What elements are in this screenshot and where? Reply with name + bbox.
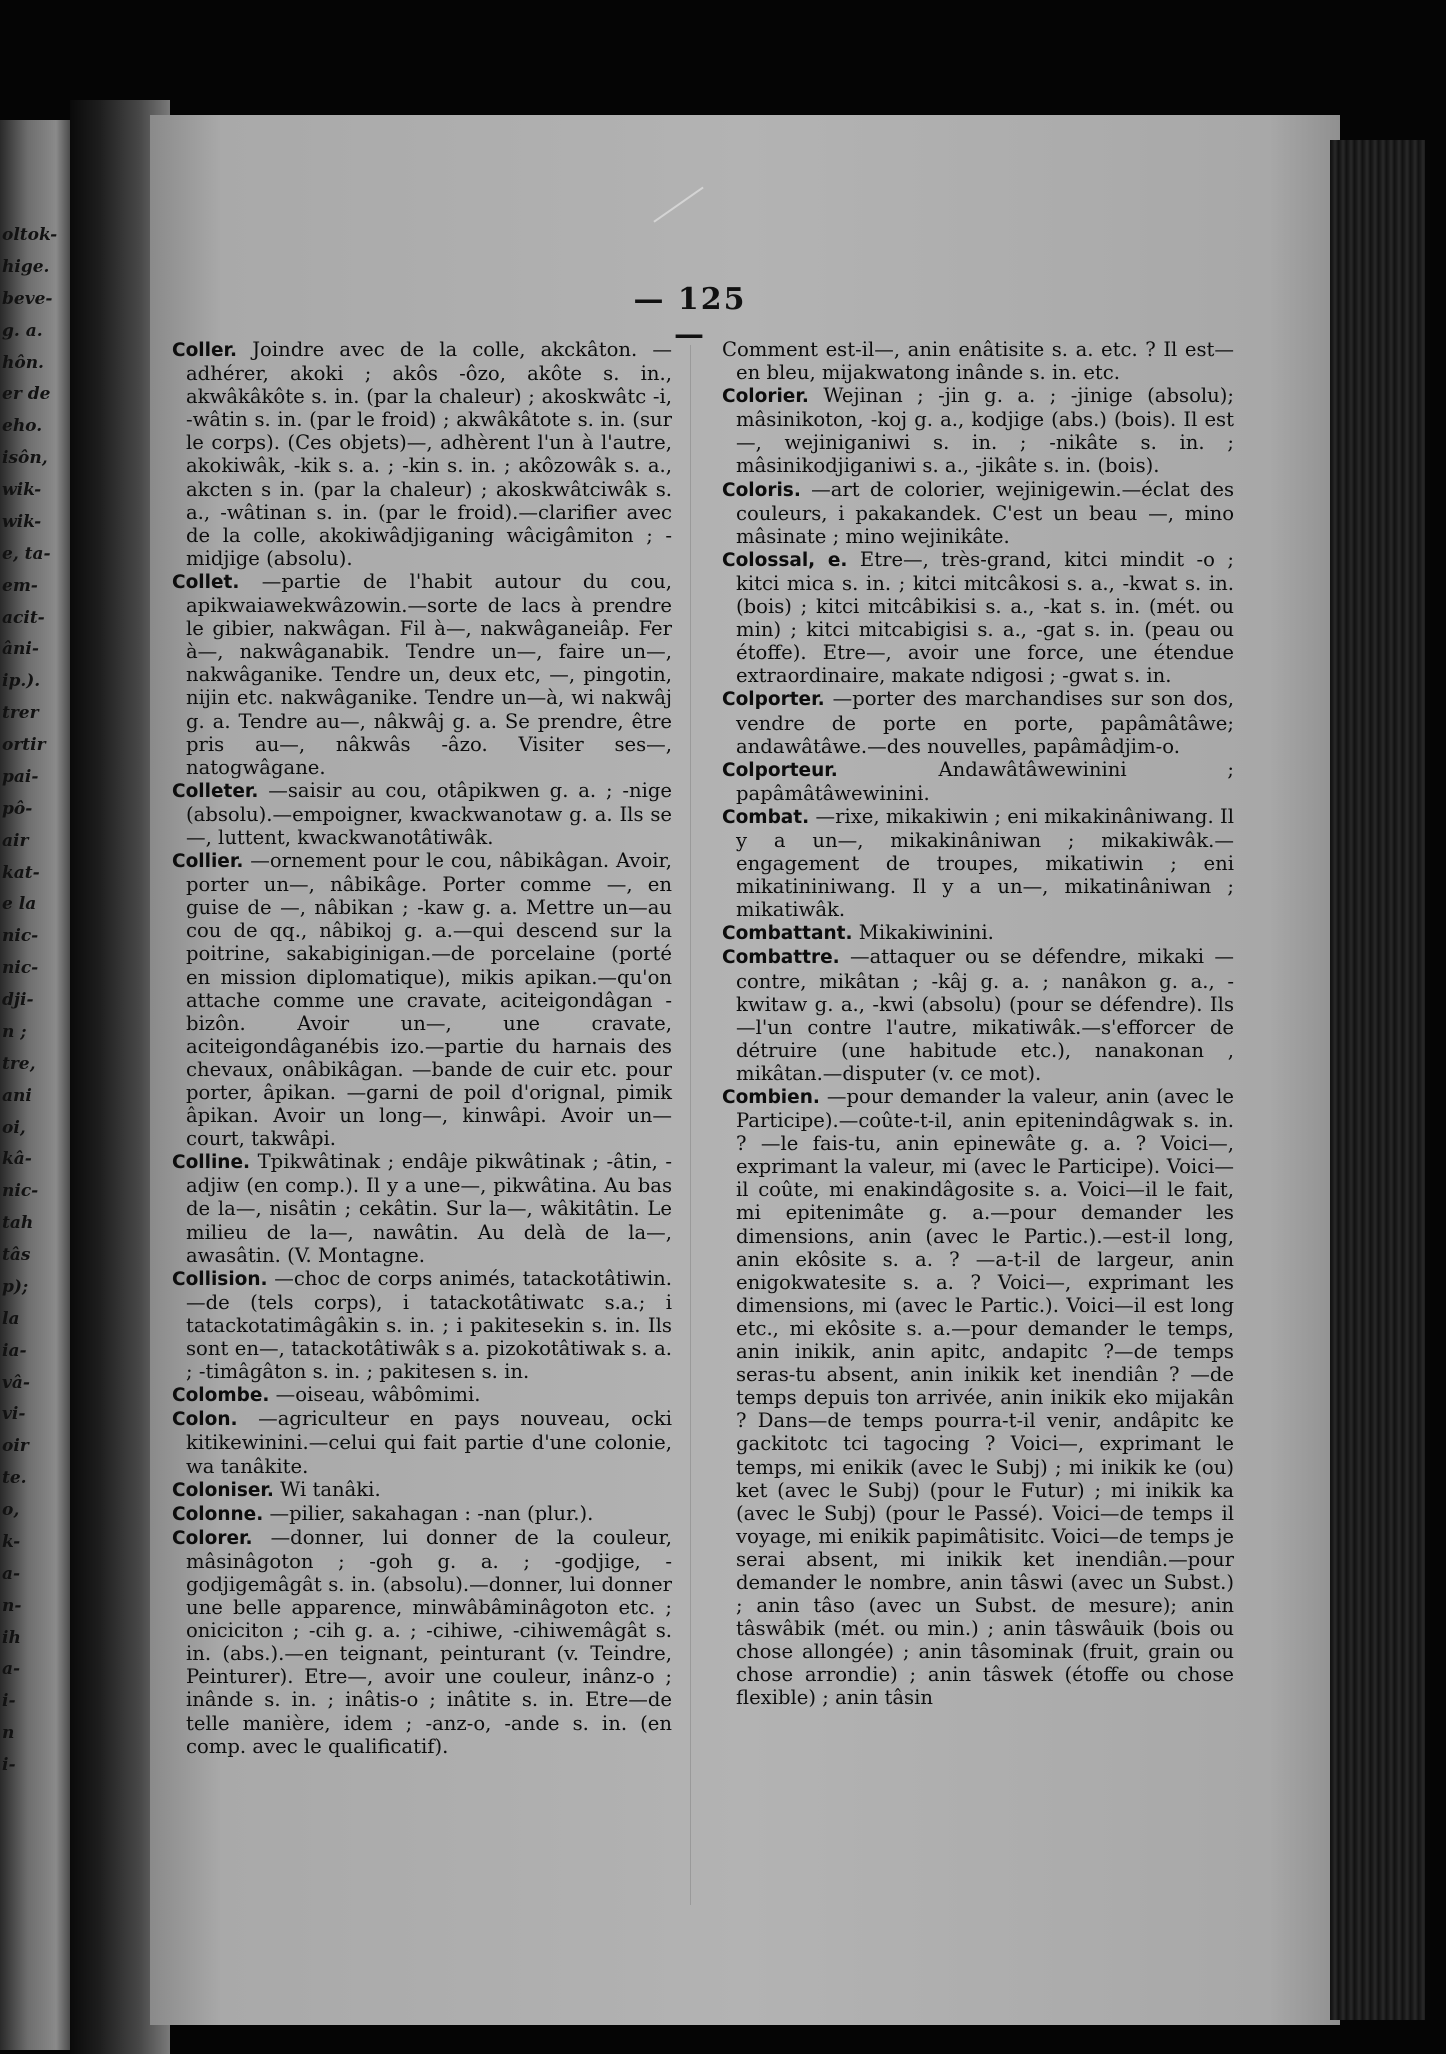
- entry-definition: —donner, lui donner de la couleur, mâsinâgoton ; -goh g. a. ; -godjige, -godjigemâgât s. in. (absolu).—donner, lui donner une belle apparence, minwâbâminâgoton etc. ; oniciciton ; -cih g. a. ; -cihiwe, -cihiwemâgât s. in. (abs.).—en teignant, peinturant (v. Teindre, Peinturer). Etre—, avoir une couleur, inânz-o ; inânde s. in. ; inâtis-o ; inâtite s. in. Etre—de telle manière, idem ; -anz-o, -ande s. in. (en comp. avec le qualificatif).: [186, 1525, 672, 1758]
- entry-headword: Colombe.: [172, 1385, 270, 1407]
- margin-fragment: te.: [2, 1468, 27, 1489]
- margin-fragment: pai-: [2, 766, 39, 787]
- adjacent-page-fragment: [0, 120, 70, 2050]
- margin-fragment: a-: [2, 1659, 21, 1680]
- dictionary-entry: [722, 945, 1234, 1085]
- entry-definition: —rixe, mikakiwin ; eni mikakinâniwang. Il y a un—, mikakinâniwan ; mikakiwâk.—engagement de troupes, mikatiwin ; eni mikatininiwang. Il y a un—, mikatinâniwan ; mikatiwâk.: [736, 804, 1234, 922]
- entry-definition: Etre—, très-grand, kitci mindit -o ; kitci mica s. in. ; kitci mitcâkosi s. a., -kwat s. in. (bois) ; kitci mitcâbikisi s. a., -kat s. in. (mét. ou min) ; kitci mitcabigisi s. a., -gat s. in. (peau ou étoffe). Etre—, avoir une force, une étendue extraordinaire, makate ndigosi ; -gwat s. in.: [736, 547, 1235, 688]
- margin-fragment: ip.).: [2, 671, 41, 692]
- entry-definition: —oiseau, wâbômimi.: [275, 1383, 481, 1407]
- entry-definition: Joindre avec de la colle, akckâton. —adhérer, akoki ; akôs -ôzo, akôte s. in., akwâkâkôte s. in. (par la chaleur) ; akoskwâtc -i, -wâtin s. in. (par le froid) ; akwâkâtote s. in. (sur le corps). (Ces objets)—, adhèrent l'un à l'autre, akokiwâk, -kik s. a. ; -kin s. in. ; akôzowâk s. a., akcten s in. (par la chaleur) ; akoskwâtciwâk s. a., -wâtinan s. in. (par le froid).—clarifier avec de la colle, akokiwâdjiganing wâcigâmiton ; -midjige (absolu).: [186, 338, 672, 570]
- margin-fragment: em-: [2, 575, 38, 596]
- entry-headword: Colorier.: [722, 386, 809, 408]
- dictionary-entry: [722, 921, 1234, 945]
- right-column: [722, 338, 1234, 1710]
- dictionary-entry: [172, 570, 672, 779]
- margin-fragment: n: [2, 1723, 15, 1744]
- margin-fragment: isôn,: [2, 448, 48, 469]
- entry-headword: Colossal, e.: [722, 549, 848, 571]
- dictionary-entry: [172, 779, 672, 849]
- margin-fragment: nic-: [2, 1181, 39, 1202]
- margin-fragment: trer: [2, 703, 39, 724]
- entry-definition: —art de colorier, wejinigewin.—éclat des couleurs, i pakakandek. C'est un beau —, mino mâsinate ; mino wejinikâte.: [736, 477, 1234, 548]
- entry-headword: Colleter.: [172, 780, 259, 802]
- margin-fragment: ani: [2, 1085, 32, 1106]
- margin-fragment: tah: [2, 1213, 34, 1234]
- dictionary-entry: [172, 1526, 672, 1758]
- entry-definition: —porter des marchandises sur son dos, vendre de porte en porte, papâmâtâwe; andawâtâwe.—des nouvelles, papâmâdjim-o.: [736, 687, 1234, 758]
- margin-fragment: vâ-: [2, 1372, 30, 1393]
- entry-headword: Coloniser.: [172, 1479, 274, 1501]
- margin-fragment: la: [2, 1308, 20, 1329]
- margin-fragment: i-: [2, 1691, 16, 1712]
- margin-fragment: ia-: [2, 1340, 27, 1361]
- margin-fragment: o,: [2, 1500, 20, 1520]
- entry-headword: Colporteur.: [722, 759, 838, 781]
- entry-headword: Combattant.: [722, 923, 853, 945]
- entry-definition: Comment est-il—, anin enâtisite s. a. etc. ? Il est—en bleu, mijakwatong inânde s. in. etc.: [722, 338, 1234, 385]
- margin-fragment: hôn.: [2, 352, 44, 373]
- entry-headword: Collier.: [172, 851, 244, 873]
- entry-definition: —partie de l'habit autour du cou, apikwaiawekwâzowin.—sorte de lacs à prendre le gibier, nakwâgan. Fil à—, nakwâganeiâp. Fer à—, nakwâganabik. Tendre un—, faire un—, nakwâganike. Tendre un, deux etc, —, pingotin, nijin etc. nakwâganike. Tendre un—à, wi nakwâj g. a. Tendre au—, nâkwâj g. a. Se prendre, être pris au—, nâkwâs -âzo. Visiter ses—, natogwâgane.: [186, 569, 673, 779]
- entry-definition: —pour demander la valeur, anin (avec le Participe).—coûte-t-il, anin epitenindâgwak s. in. ? —le fais-tu, anin epinewâte g. a. ? Voici—, exprimant la valeur, mi (avec le Participe). Voici—il coûte, mi enakindâgosite s. a. Voici—il le fait, mi epitenimâte g. a.—pour demander les dimensions, anin (avec le Partic.).—est-il long, anin ekôsite s. a. ? —a-t-il de largeur, anin enigokwatesite s. a. ? Voici—, exprimant les dimensions, mi (avec le Partic.). Voici—il est long etc., mi ekôsite s. a.—pour demander le temps, anin inikik, anin apitc, andapitc ?—de temps seras-tu absent, anin inikik ket inendiân ? —de temps depuis ton arrivée, anin inikik eko mijakân ? Dans—de temps pourra-t-il venir, andâpitc ke gackitotc tci tagocing ? Voici—, exprimant le temps, mi enikik (avec le Subj) ; mi inikik ke (ou) ket (avec le Subj) (pour le Futur) ; mi inikik ka (avec le Subj) (pour le Passé). Voici—de temps il voyage, mi enikik papimâtisitc. Voici—de temps je serai absent, mi inikik ket inendiân.—pour demander le nombre, anin tâswi (avec un Subst.) ; anin tâso (avec un Subst. de mesure); anin tâswâbik (mét. ou min.) ; anin tâswâuik (bois ou chose allongée) ; anin tâsominak (fruit, grain ou chose arrondie) ; anin tâswek (étoffe ou chose flexible) ; anin tâsin: [736, 1085, 1235, 1710]
- margin-fragment: wik-: [2, 511, 42, 532]
- entry-definition: —saisir au cou, otâpikwen g. a. ; -nige (absolu).—empoigner, kwackwanotaw g. a. Ils se—, luttent, kwackwanotâtiwâk.: [186, 778, 673, 849]
- left-column: [172, 338, 672, 1758]
- entry-definition: Wejinan ; -jin g. a. ; -jinige (absolu); mâsinikoton, -koj g. a., kodjige (abs.) (bois). Il est—, wejiniganiwi s. in. ; -nikâte s. in. ; mâsinikodjiganiwi s. a., -jikâte s. in. (bois).: [736, 384, 1234, 478]
- dictionary-entry: [172, 1150, 672, 1266]
- dictionary-entry: [172, 338, 672, 570]
- margin-fragment: p);: [2, 1276, 29, 1297]
- margin-fragment: hige.: [2, 256, 50, 277]
- entry-definition: —agriculteur en pays nouveau, ocki kitikewinini.—celui qui fait partie d'une colonie, wa tanâkite.: [186, 1407, 672, 1478]
- margin-fragment: air: [2, 830, 29, 851]
- margin-fragment: e la: [2, 894, 37, 915]
- entry-headword: Colporter.: [722, 689, 825, 711]
- entry-definition: Wi tanâki.: [280, 1477, 381, 1501]
- margin-fragment: wik-: [2, 480, 42, 500]
- margin-fragment: oir: [2, 1436, 29, 1457]
- entry-headword: Combien.: [722, 1087, 820, 1108]
- dictionary-entry: [722, 384, 1234, 477]
- entry-headword: Coloris.: [722, 479, 801, 501]
- margin-fragment: k-: [2, 1531, 21, 1552]
- dictionary-entry: [172, 849, 672, 1150]
- dictionary-entry: [172, 1478, 672, 1502]
- entry-headword: Coller.: [172, 340, 238, 361]
- margin-fragment: a-: [2, 1563, 21, 1584]
- dictionary-entry: [722, 548, 1234, 688]
- margin-fragment: beve-: [2, 288, 53, 309]
- margin-fragment: oltok-: [2, 225, 58, 245]
- entry-definition: —ornement pour le cou, nâbikâgan. Avoir, porter un—, nâbikâge. Porter comme —, en guise de —, nâbikan ; -kaw g. a. Mettre un—au cou de qq., nâbikoj g. a.—qui descend sur la poitrine, sakabiginigan.—de porcelaine (porté en mission diplomatique), mikis apikan.—qu'on attache comme une cravate, aciteigondâgan -bizôn. Avoir un—, une cravate, aciteigondâganébis izo.—partie du harnais des chevaux, onâbikâgan. —bande de cuir etc. pour porter, âpikan. —garni de poil d'orignal, pimik âpikan. Avoir un long—, kinwâpi. Avoir un—court, takwâpi.: [186, 849, 672, 1151]
- margin-fragment: tâs: [2, 1245, 31, 1265]
- margin-fragment: oi,: [2, 1117, 26, 1138]
- entry-headword: Colon.: [172, 1409, 238, 1431]
- page-number: — 125 —: [633, 282, 747, 352]
- margin-fragment: nic-: [2, 926, 39, 947]
- entry-headword: Combat.: [722, 806, 810, 828]
- entry-definition: Mikakiwinini.: [858, 921, 994, 945]
- margin-fragment: n ;: [2, 1021, 27, 1042]
- margin-fragment: e, ta-: [2, 543, 51, 564]
- margin-fragment: acit-: [2, 607, 45, 628]
- column-divider: [690, 345, 691, 1905]
- entry-definition: —attaquer ou se défendre, mikaki —contre, mikâtan ; -kâj g. a. ; nanâkon g. a., -kwitaw g. a., -kwi (absolu) (pour se défendre). Ils—l'un contre l'autre, mikatiwâk.—s'efforcer de détruire (une habitude etc.), nanakonan , mikâtan.—disputer (v. ce mot).: [736, 945, 1234, 1085]
- dictionary-entry: [722, 1085, 1234, 1710]
- margin-fragment: vi-: [2, 1404, 26, 1425]
- margin-fragment: er de: [2, 384, 51, 405]
- dictionary-entry: [172, 1407, 672, 1477]
- dictionary-entry: [722, 687, 1234, 757]
- dictionary-entry: [722, 478, 1234, 548]
- margin-fragment: âni-: [2, 639, 39, 660]
- margin-fragment: tre,: [2, 1053, 36, 1074]
- entry-headword: Collet.: [172, 571, 240, 593]
- dictionary-entry: [722, 338, 1234, 384]
- margin-fragment: g. a.: [2, 320, 43, 341]
- entry-headword: Colonne.: [172, 1503, 264, 1525]
- margin-fragment: ortir: [2, 735, 46, 755]
- margin-fragment: n-: [2, 1595, 22, 1616]
- dictionary-entry: [722, 805, 1234, 921]
- entry-headword: Colorer.: [172, 1527, 253, 1549]
- margin-fragment: dji-: [2, 990, 34, 1010]
- margin-fragment: pô-: [2, 798, 33, 819]
- dictionary-entry: [722, 758, 1234, 805]
- entry-definition: Andawâtâwewinini ; papâmâtâwewinini.: [736, 757, 1234, 805]
- page-stack-edge: [1330, 140, 1425, 2020]
- entry-headword: Combattre.: [722, 947, 840, 969]
- dictionary-entry: [172, 1267, 672, 1383]
- dictionary-entry: [172, 1502, 672, 1526]
- entry-headword: Colline.: [172, 1152, 251, 1174]
- entry-definition: —choc de corps animés, tatackotâtiwin.—de (tels corps), i tatackotâtiwatc s.a.; i tatackotatimâgâkin s. in. ; i pakitesekin s. in. Ils sont en—, tatackotâtiwâk s a. pizokotâtiwak s. a. ; -timâgâton s. in. ; pakitesen s. in.: [186, 1266, 673, 1384]
- margin-fragment: i-: [2, 1755, 16, 1775]
- entry-definition: Tpikwâtinak ; endâje pikwâtinak ; -âtin, -adjiw (en comp.). Il y a une—, pikwâtina. Au bas de la—, nisâtin ; cekâtin. Sur la—, wâkitâtin. Le milieu de la—, nawâtin. Au delà de la—, awasâtin. (V. Montagne.: [186, 1150, 673, 1267]
- entry-headword: Collision.: [172, 1268, 268, 1290]
- margin-fragment: nic-: [2, 958, 39, 979]
- margin-fragment: eho.: [2, 416, 43, 437]
- margin-fragment: kâ-: [2, 1149, 32, 1170]
- entry-definition: —pilier, sakahagan : -nan (plur.).: [269, 1501, 594, 1525]
- dictionary-entry: [172, 1383, 672, 1407]
- margin-fragment: ih: [2, 1627, 21, 1648]
- margin-fragment: kat-: [2, 862, 40, 883]
